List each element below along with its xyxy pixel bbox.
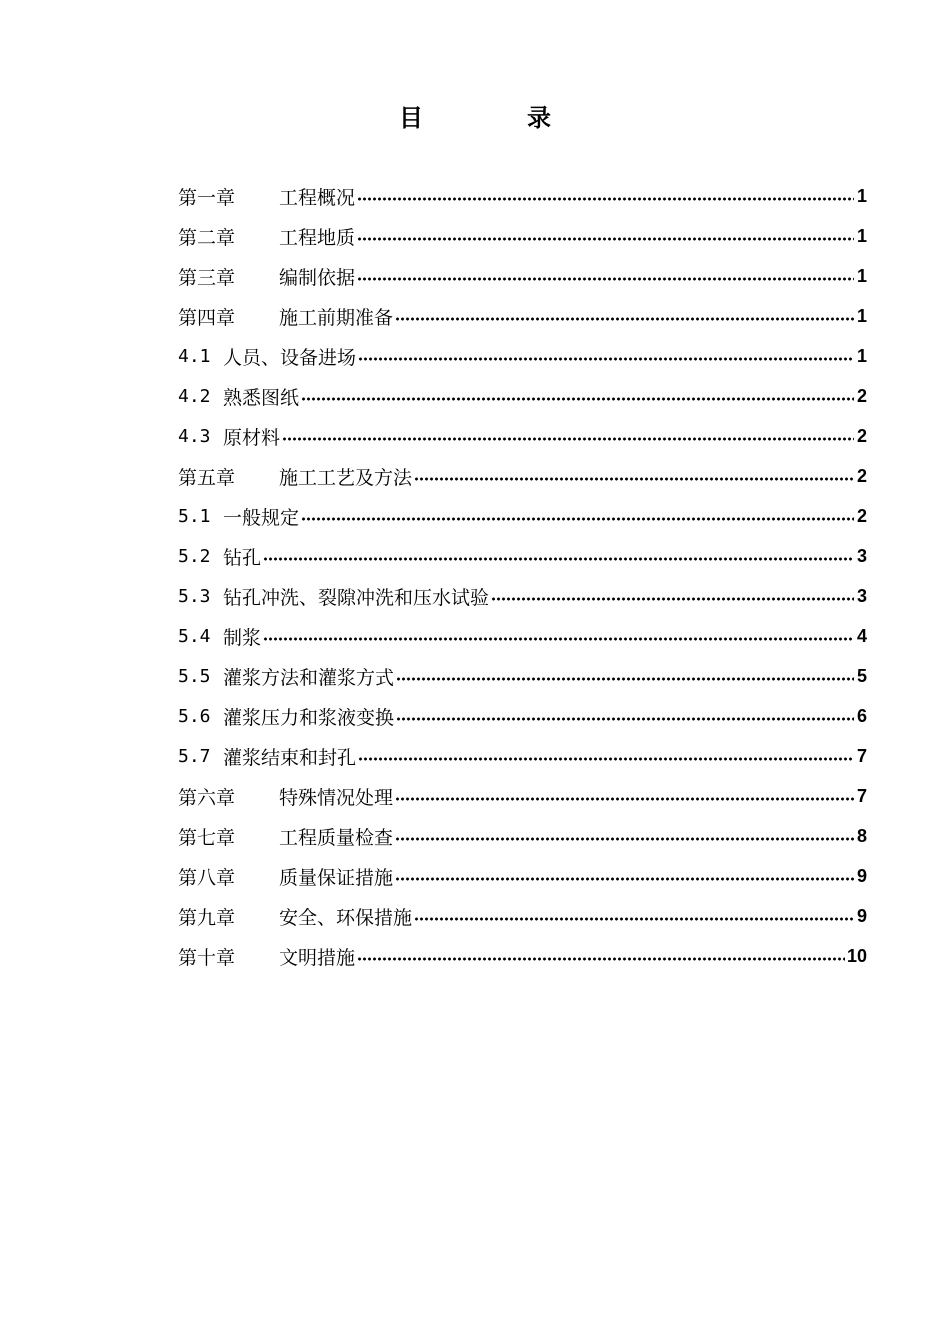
- toc-entry-label: 一般规定: [223, 506, 300, 529]
- toc-entry-number: 5.2: [178, 545, 211, 567]
- toc-entry-page-number: 1: [856, 225, 867, 246]
- toc-entry-page-number: 3: [856, 545, 867, 566]
- toc-entry[interactable]: [178, 656, 867, 696]
- toc-entry[interactable]: [178, 176, 867, 216]
- toc-list: [178, 176, 867, 976]
- toc-title: 目 录: [399, 104, 591, 132]
- toc-entry[interactable]: [178, 616, 867, 656]
- toc-dot-leader: [263, 637, 854, 641]
- toc-entry-page-number: 1: [856, 305, 867, 326]
- toc-entry-label: 工程地质: [279, 226, 356, 249]
- toc-entry-number: 第九章: [178, 906, 236, 929]
- toc-entry-label: 安全、环保措施: [279, 906, 413, 929]
- toc-entry[interactable]: [178, 696, 867, 736]
- toc-entry[interactable]: [178, 296, 867, 336]
- toc-dot-leader: [357, 957, 845, 961]
- toc-entry[interactable]: [178, 216, 867, 256]
- toc-entry-number: 第八章: [178, 866, 236, 889]
- toc-entry-page-number: 7: [856, 785, 867, 806]
- toc-entry-page-number: 7: [856, 745, 867, 766]
- toc-entry-label: 工程质量检查: [279, 826, 394, 849]
- toc-entry-number: 5.1: [178, 505, 211, 527]
- toc-entry-label: 文明措施: [279, 946, 356, 969]
- toc-dot-leader: [282, 437, 854, 441]
- toc-entry-number: 4.1: [178, 345, 211, 367]
- toc-entry-page-number: 4: [856, 625, 867, 646]
- toc-dot-leader: [301, 397, 854, 401]
- toc-entry-number: 第七章: [178, 826, 236, 849]
- toc-entry-number: 4.2: [178, 385, 211, 407]
- toc-entry-number: 5.5: [178, 665, 211, 687]
- toc-entry-page-number: 1: [856, 345, 867, 366]
- toc-entry-page-number: 9: [856, 905, 867, 926]
- toc-dot-leader: [395, 837, 854, 841]
- toc-entry-number: 第三章: [178, 266, 236, 289]
- toc-entry-page-number: 3: [856, 585, 867, 606]
- toc-entry[interactable]: [178, 856, 867, 896]
- toc-entry-label: 工程概况: [279, 186, 356, 209]
- toc-dot-leader: [358, 357, 854, 361]
- toc-dot-leader: [358, 757, 854, 761]
- toc-entry[interactable]: [178, 496, 867, 536]
- toc-entry-label: 熟悉图纸: [223, 386, 300, 409]
- toc-dot-leader: [357, 237, 854, 241]
- toc-entry[interactable]: [178, 576, 867, 616]
- toc-entry-number: 第四章: [178, 306, 236, 329]
- toc-dot-leader: [301, 517, 854, 521]
- toc-entry-label: 灌浆方法和灌浆方式: [223, 666, 395, 689]
- toc-entry-number: 第五章: [178, 466, 236, 489]
- toc-entry-number: 第一章: [178, 186, 236, 209]
- toc-entry-page-number: 2: [856, 385, 867, 406]
- toc-entry[interactable]: [178, 336, 867, 376]
- toc-entry[interactable]: [178, 256, 867, 296]
- toc-entry-number: 5.7: [178, 745, 211, 767]
- toc-entry[interactable]: [178, 536, 867, 576]
- toc-entry-number: 第十章: [178, 946, 236, 969]
- toc-entry-label: 人员、设备进场: [223, 346, 357, 369]
- toc-entry-label: 施工工艺及方法: [279, 466, 413, 489]
- toc-dot-leader: [396, 677, 854, 681]
- toc-entry-label: 特殊情况处理: [279, 786, 394, 809]
- toc-entry-number: 4.3: [178, 425, 211, 447]
- toc-entry-number: 第二章: [178, 226, 236, 249]
- toc-entry[interactable]: [178, 456, 867, 496]
- toc-entry-label: 制浆: [223, 626, 262, 649]
- toc-entry-page-number: 8: [856, 825, 867, 846]
- toc-entry-label: 原材料: [223, 426, 281, 449]
- toc-dot-leader: [357, 277, 854, 281]
- toc-entry-number: 5.3: [178, 585, 211, 607]
- toc-entry-page-number: 1: [856, 185, 867, 206]
- toc-dot-leader: [396, 717, 854, 721]
- toc-entry-page-number: 9: [856, 865, 867, 886]
- toc-entry-page-number: 1: [856, 265, 867, 286]
- toc-dot-leader: [414, 477, 854, 481]
- toc-dot-leader: [357, 197, 854, 201]
- toc-entry[interactable]: [178, 896, 867, 936]
- toc-dot-leader: [395, 797, 854, 801]
- toc-entry-page-number: 10: [846, 945, 867, 966]
- toc-entry-label: 质量保证措施: [279, 866, 394, 889]
- toc-dot-leader: [263, 557, 854, 561]
- toc-entry[interactable]: [178, 936, 867, 976]
- toc-entry[interactable]: [178, 816, 867, 856]
- toc-entry-number: 第六章: [178, 786, 236, 809]
- toc-entry-label: 施工前期准备: [279, 306, 394, 329]
- toc-entry-label: 灌浆结束和封孔: [223, 746, 357, 769]
- toc-entry-page-number: 2: [856, 425, 867, 446]
- toc-entry-page-number: 6: [856, 705, 867, 726]
- toc-dot-leader: [395, 877, 854, 881]
- toc-entry-label: 钻孔: [223, 546, 262, 569]
- toc-entry-label: 灌浆压力和浆液变换: [223, 706, 395, 729]
- toc-entry-label: 编制依据: [279, 266, 356, 289]
- toc-entry[interactable]: [178, 376, 867, 416]
- toc-dot-leader: [491, 597, 854, 601]
- toc-entry[interactable]: [178, 416, 867, 456]
- toc-entry[interactable]: [178, 736, 867, 776]
- toc-entry-page-number: 2: [856, 505, 867, 526]
- toc-dot-leader: [395, 317, 854, 321]
- toc-dot-leader: [414, 917, 854, 921]
- toc-entry-number: 5.4: [178, 625, 211, 647]
- toc-entry[interactable]: [178, 776, 867, 816]
- toc-entry-number: 5.6: [178, 705, 211, 727]
- toc-entry-label: 钻孔冲洗、裂隙冲洗和压水试验: [223, 586, 490, 609]
- toc-entry-page-number: 2: [856, 465, 867, 486]
- toc-entry-page-number: 5: [856, 665, 867, 686]
